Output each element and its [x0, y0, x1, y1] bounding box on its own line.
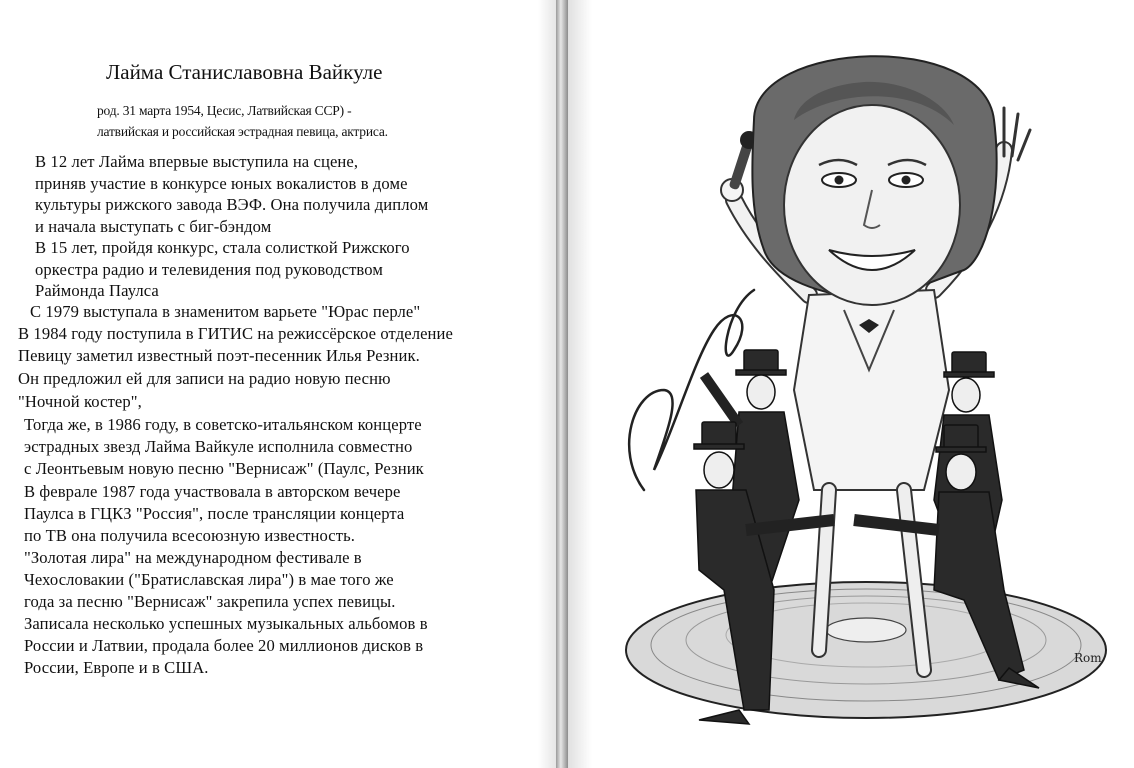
caricature-illustration: [604, 30, 1134, 750]
biography-line: оркестра радио и телевидения под руководством: [35, 260, 383, 279]
biography-line: России и Латвии, продала более 20 миллионов дисков в: [24, 636, 424, 655]
page-fold-shadow: [568, 0, 592, 768]
biography-line: "Золотая лира" на международном фестивале в: [24, 548, 362, 567]
right-page: [568, 0, 1134, 768]
biography-line: С 1979 выступала в знаменитом варьете "Юрас перле": [30, 302, 421, 321]
subtitle-line: род. 31 марта 1954, Цесис, Латвийская ССР) -: [97, 103, 352, 118]
biography-line: Записала несколько успешных музыкальных альбомов в: [24, 614, 428, 633]
biography-line: "Ночной костер",: [18, 392, 142, 411]
biography-line: Чехословакии ("Братиславская лира") в мае того же: [24, 570, 394, 589]
page-fold-shadow: [538, 0, 556, 768]
subtitle: [97, 100, 497, 142]
biography-line: года за песню "Вернисаж" закрепила успех певицы.: [24, 592, 396, 611]
biography-line: по ТВ она получила всесоюзную известность.: [24, 526, 356, 545]
artist-mark: Rom: [1074, 651, 1102, 665]
biography-line: культуры рижского завода ВЭФ. Она получила диплом: [35, 195, 429, 214]
biography-line: В 1984 году поступила в ГИТИС на режиссёрское отделение: [18, 324, 453, 343]
subtitle-line: латвийская и российская эстрадная певица, актриса.: [97, 124, 388, 139]
record-stage-icon: [626, 582, 1106, 718]
biography-line: Тогда же, в 1986 году, в советско-итальянском концерте: [24, 415, 422, 434]
book-gutter: [556, 0, 568, 768]
biography-line: приняв участие в конкурсе юных вокалистов в доме: [35, 174, 408, 193]
biography-line: и начала выступать с биг-бэндом: [35, 217, 272, 236]
biography-line: Раймонда Паулса: [35, 281, 159, 300]
left-page: [0, 0, 556, 768]
biography-line: В феврале 1987 года участвовала в авторском вечере: [24, 482, 401, 501]
page-title: Лайма Станиславовна Вайкуле: [106, 60, 383, 84]
biography-line: эстрадных звезд Лайма Вайкуле исполнила совместно: [24, 437, 413, 456]
biography-line: В 12 лет Лайма впервые выступила на сцене,: [35, 152, 359, 171]
biography-line: России, Европе и в США.: [24, 658, 209, 677]
biography-line: Паулса в ГЦКЗ "Россия", после трансляции концерта: [24, 504, 405, 523]
biography-line: В 15 лет, пройдя конкурс, стала солисткой Рижского: [35, 238, 410, 257]
biography-line: с Леонтьевым новую песню "Вернисаж" (Паулс, Резник: [24, 459, 424, 478]
biography-line: Певицу заметил известный поэт-песенник Илья Резник.: [18, 346, 420, 365]
biography-line: Он предложил ей для записи на радио новую песню: [18, 369, 391, 388]
